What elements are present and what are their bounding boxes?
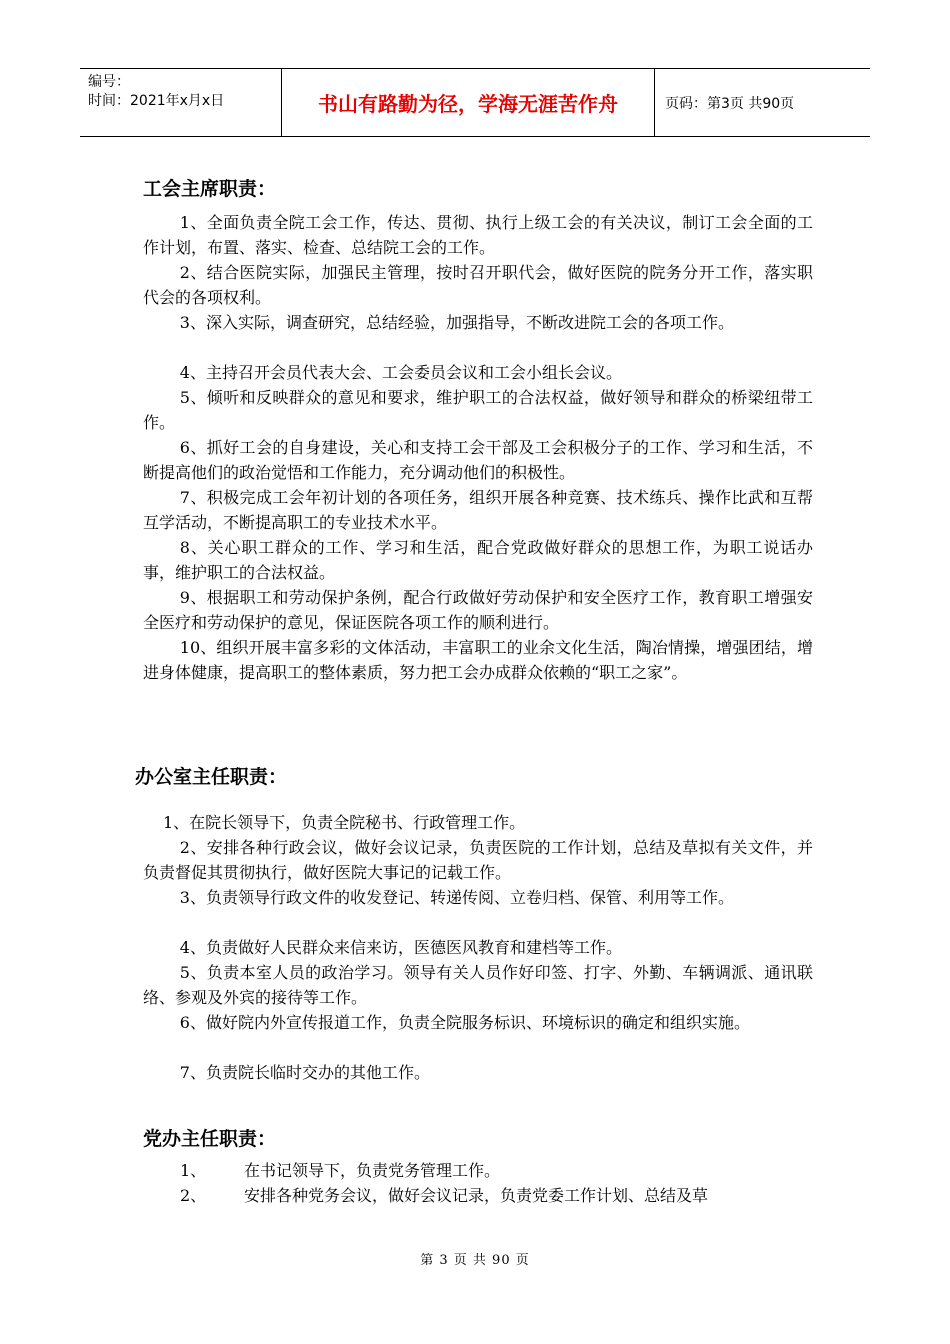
party-duty-2-text: 安排各种党务会议，做好会议记录，负责党委工作计划、总结及草 xyxy=(244,1186,709,1205)
party-duty-2 xyxy=(180,1183,708,1208)
document-time: 时间：2021年x月x日 xyxy=(88,93,225,109)
union-duty-6: 6、抓好工会的自身建设，关心和支持工会干部及工会积极分子的工作、学习和生活，不断提高他们的政治觉悟和工作能力，充分调动他们的积极性。 xyxy=(143,438,813,482)
office-duty-7: 7、负责院长临时交办的其他工作。 xyxy=(179,1063,430,1082)
office-duty-3: 3、负责领导行政文件的收发登记、转递传阅、立卷归档、保管、利用等工作。 xyxy=(179,888,734,907)
party-duty-2-number: 2、 xyxy=(180,1186,207,1205)
union-duty-4: 4、主持召开会员代表大会、工会委员会议和工会小组长会议。 xyxy=(179,363,622,382)
office-duty-4: 4、负责做好人民群众来信来访，医德医风教育和建档等工作。 xyxy=(179,938,622,957)
party-duty-1-text: 在书记领导下，负责党务管理工作。 xyxy=(244,1161,501,1180)
page-footer: 第 3 页 共 90 页 xyxy=(420,1253,530,1268)
office-duty-1: 1、在院长领导下，负责全院秘书、行政管理工作。 xyxy=(163,813,526,832)
union-duty-5: 5、倾听和反映群众的意见和要求，维护职工的合法权益，做好领导和群众的桥梁纽带工作。 xyxy=(143,388,813,432)
union-duty-8: 8、关心职工群众的工作、学习和生活，配合党政做好群众的思想工作，为职工说话办事，维护职工的合法权益。 xyxy=(143,538,813,582)
header-motto: 书山有路勤为径，学海无涯苦作舟 xyxy=(282,69,655,136)
section-title-office-director: 办公室主任职责： xyxy=(135,766,288,788)
union-duty-7: 7、积极完成工会年初计划的各项任务，组织开展各种竞赛、技术练兵、操作比武和互帮互学活动，不断提高职工的专业技术水平。 xyxy=(143,488,813,532)
union-duty-10: 10、组织开展丰富多彩的文体活动，丰富职工的业余文化生活，陶冶情操，增强团结，增进身体健康，提高职工的整体素质，努力把工会办成群众依赖的“职工之家”。 xyxy=(143,638,813,682)
page-header xyxy=(80,68,870,137)
party-duty-1 xyxy=(180,1158,500,1183)
office-duty-5: 5、负责本室人员的政治学习。领导有关人员作好印签、打字、外勤、车辆调派、通讯联络、参观及外宾的接待等工作。 xyxy=(143,963,813,1007)
union-duty-9: 9、根据职工和劳动保护条例，配合行政做好劳动保护和安全医疗工作，教育职工增强安全医疗和劳动保护的意见，保证医院各项工作的顺利进行。 xyxy=(143,588,813,632)
document-number-label: 编号： xyxy=(88,74,130,90)
office-duty-6: 6、做好院内外宣传报道工作，负责全院服务标识、环境标识的确定和组织实施。 xyxy=(179,1013,750,1032)
section-title-union-chair: 工会主席职责： xyxy=(143,178,277,200)
office-duty-2: 2、安排各种行政会议，做好会议记录，负责医院的工作计划，总结及草拟有关文件，并负责督促其贯彻执行，做好医院大事记的记载工作。 xyxy=(143,838,813,882)
union-duty-1: 1、全面负责全院工会工作，传达、贯彻、执行上级工会的有关决议，制订工会全面的工作计划，布置、落实、检查、总结院工会的工作。 xyxy=(143,213,813,257)
union-duty-3: 3、深入实际，调查研究，总结经验，加强指导，不断改进院工会的各项工作。 xyxy=(179,313,734,332)
union-duty-2: 2、结合医院实际，加强民主管理，按时召开职代会，做好医院的院务分开工作，落实职代会的各项权利。 xyxy=(143,263,813,307)
party-duty-1-number: 1、 xyxy=(180,1161,207,1180)
header-meta xyxy=(80,69,282,136)
header-page-info: 页码：第3页 共90页 xyxy=(665,95,795,112)
section-title-party-office-director: 党办主任职责： xyxy=(143,1128,277,1150)
